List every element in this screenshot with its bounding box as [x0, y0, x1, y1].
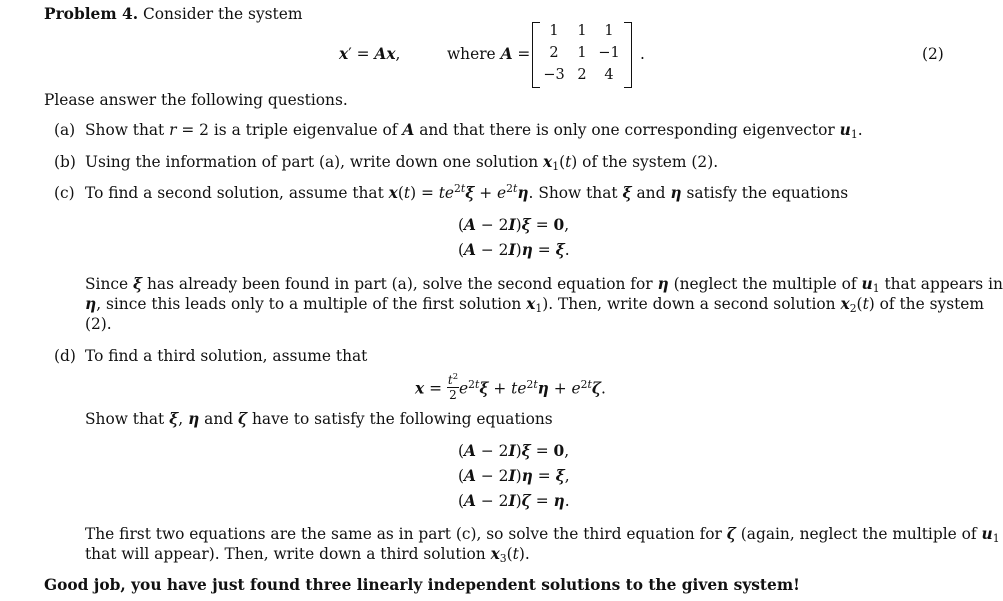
- matrix-cell: 4: [604, 67, 614, 83]
- equation-number: (2): [922, 45, 944, 63]
- part-c-para-line1: Since ξ has already been found in part (a), solve the second equation for η (neglect the multiple of $u_1$ that appears in: [85, 275, 1003, 295]
- part-c-para-line2: η, since this leads only to a multiple of the first solution $x_1$). Then, write down a second solution $x_2(t)$ of the system: [85, 295, 984, 315]
- matrix-period: .: [640, 45, 645, 63]
- problem-intro: Consider the system: [142, 5, 303, 23]
- part-d-para-line1: The first two equations are the same as in part (c), so solve the third equation for ζ (again, neglect the multiple of $u_1$: [85, 525, 1000, 545]
- problem-label: Problem 4.: [44, 5, 139, 23]
- matrix-cell: −1: [598, 45, 620, 61]
- fraction-t2-over-2: $\frac{t^2}{2}$: [447, 371, 459, 402]
- matrix-a: [532, 22, 632, 90]
- problem-header: [44, 7, 302, 22]
- part-c-text: To find a second solution, assume that $x(t) = te^{2t}\xi + e^{2t}\eta$. Show that ξ and η satisfy the equations: [85, 182, 849, 202]
- part-d-show: Show that ξ, η and ζ have to satisfy the following equations: [85, 410, 553, 428]
- eq-d2: (A − 2I)η = ξ,: [458, 467, 570, 485]
- matrix-cell: 1: [604, 23, 614, 39]
- part-d-lead: To find a third solution, assume that: [85, 347, 368, 365]
- eq-d3: (A − 2I)ζ = η.: [458, 492, 570, 510]
- part-d-para-line2: that will appear). Then, write down a third solution $x_3(t)$.: [85, 545, 530, 565]
- part-a-text: Show that r = 2 is a triple eigenvalue of A and that there is only one corresponding eigenvector $u_1$.: [85, 121, 863, 141]
- part-a-label: (a): [54, 121, 76, 139]
- matrix-right-bracket: [624, 22, 632, 88]
- eq-d-assumption: x = $\frac{t^2}{2}$ $e^{2t}\xi + te^{2t}\eta + e^{2t}\zeta$.: [415, 371, 606, 402]
- matrix-cell: 2: [549, 45, 559, 61]
- eq-c1: (A − 2I)ξ = 0,: [458, 216, 570, 234]
- system-equation: x′ = Ax,: [339, 45, 401, 63]
- matrix-cell: 1: [549, 23, 559, 39]
- where-word: where: [447, 45, 496, 63]
- matrix-left-bracket: [532, 22, 540, 88]
- part-b-text: Using the information of part (a), write down one solution $x_1(t)$ of the system (2).: [85, 153, 719, 173]
- part-b-label: (b): [54, 153, 76, 171]
- eq-c2: (A − 2I)η = ξ.: [458, 241, 570, 259]
- part-c-label: (c): [54, 184, 75, 202]
- where-clause: where A =: [447, 45, 531, 63]
- prompt: Please answer the following questions.: [44, 91, 348, 109]
- matrix-cell: 1: [577, 45, 587, 61]
- closing-remark: Good job, you have just found three linearly independent solutions to the given system!: [44, 576, 800, 594]
- part-c-para-line3: (2).: [85, 315, 112, 333]
- matrix-cell: −3: [543, 67, 565, 83]
- part-d-label: (d): [54, 347, 76, 365]
- matrix-cell: 2: [577, 67, 587, 83]
- matrix-cell: 1: [577, 23, 587, 39]
- eq-d1: (A − 2I)ξ = 0,: [458, 442, 570, 460]
